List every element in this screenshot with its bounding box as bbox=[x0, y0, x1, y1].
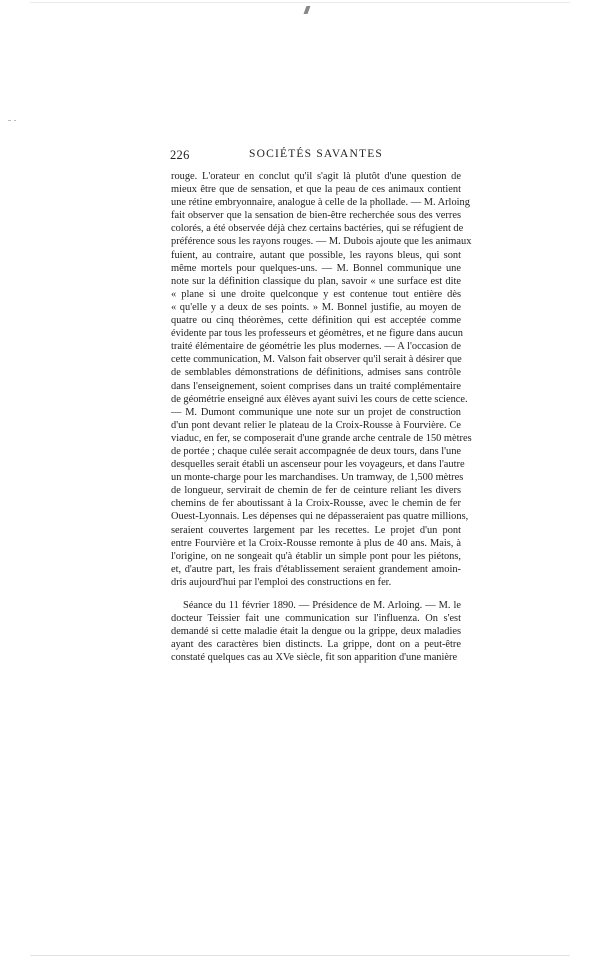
text-line: desquelles serait établi un ascenseur pour les voyageurs, et dans l'autre bbox=[171, 459, 465, 471]
running-title: SOCIÉTÉS SAVANTES bbox=[248, 148, 384, 160]
text-line: entre Fourvière et la Croix-Rousse remonte à plus de 40 ans. Mais, à bbox=[171, 537, 461, 549]
text-line: dans l'enseignement, soient comprises dans un traité complémentaire bbox=[171, 380, 461, 392]
scan-mark-top bbox=[304, 6, 311, 14]
text-line: même mortels pour quelques-uns. — M. Bonnel communique une bbox=[171, 262, 461, 274]
scan-mark-left bbox=[8, 120, 11, 121]
text-line: une rétine embryonnaire, analogue à celle de la phollade. — M. Arloing bbox=[171, 197, 470, 209]
text-line: quatre ou cinq théorèmes, cette définition qui est acceptée comme bbox=[171, 315, 461, 327]
text-line: Séance du 11 février 1890. — Présidence de M. Arloing. — M. le bbox=[183, 600, 461, 611]
text-line: dris aujourd'hui par l'emploi des constructions en fer. bbox=[171, 576, 392, 588]
text-line: fait observer que la sensation de bien-être recherchée sous des verres bbox=[171, 210, 461, 222]
text-line: « qu'elle y a deux de ses points. » M. Bonnel justifie, au moyen de bbox=[171, 301, 461, 313]
text-line: de semblables démonstrations de définitions, admises sans contrôle bbox=[171, 367, 461, 379]
text-line: « plane si une droite quelconque y est contenue tout entière dès bbox=[171, 288, 461, 300]
text-line: viaduc, en fer, se composerait d'une grande arche centrale de 150 mètres bbox=[171, 432, 472, 444]
text-line: et, d'autre part, les frais d'établissement seraient grandement amoin- bbox=[171, 563, 461, 575]
scan-edge-bottom bbox=[30, 955, 570, 956]
text-line: colorés, a été observée déjà chez certains bactéries, qui se réfugient de bbox=[171, 223, 464, 235]
text-line: ayant des caractères bien distincts. La grippe, dont on a peut-être bbox=[171, 639, 461, 651]
text-line: seraient couvertes largement par les recettes. Le projet d'un pont bbox=[171, 524, 461, 536]
text-line: de longueur, servirait de chemin de fer de ceinture reliant les divers bbox=[171, 485, 461, 497]
text-line: un monte-charge pour les marchandises. Un tramway, de 1,500 mètres bbox=[171, 472, 464, 484]
page-number: 226 bbox=[170, 148, 190, 162]
text-line: traité élémentaire de géométrie les plus modernes. — A l'occasion de bbox=[171, 341, 461, 353]
text-line: constaté quelques cas au XVe siècle, fit son apparition d'une manière bbox=[171, 652, 458, 664]
text-line: Ouest-Lyonnais. Les dépenses qui ne dépasseraient pas quatre millions, bbox=[171, 511, 469, 523]
page-body bbox=[171, 170, 472, 664]
text-line: note sur la définition classique du plan, savoir « une surface est dite bbox=[171, 275, 461, 287]
scan-mark-left-2 bbox=[14, 120, 16, 121]
text-line: chemins de fer aboutissant à la Croix-Rousse, avec le chemin de fer bbox=[171, 498, 461, 510]
text-line: de géométrie enseigné aux élèves ayant suivi les cours de cette science. bbox=[171, 393, 468, 405]
text-line: — M. Dumont communique une note sur un projet de construction bbox=[171, 406, 461, 418]
paragraph bbox=[171, 170, 472, 589]
text-line: préférence sous les rayons rouges. — M. Dubois ajoute que les animaux bbox=[171, 236, 472, 248]
text-line: demandé si cette maladie était la dengue ou la grippe, deux maladies bbox=[171, 626, 461, 638]
text-line: rouge. L'orateur en conclut qu'il s'agit là plutôt d'une question de bbox=[171, 171, 461, 182]
text-line: évidente par tous les professeurs et géomètres, et ne figure dans aucun bbox=[171, 328, 463, 340]
text-line: docteur Teissier fait une communication sur l'influenza. On s'est bbox=[171, 613, 461, 625]
page-header bbox=[170, 148, 462, 164]
text-line: cette communication, M. Valson fait observer qu'il serait à désirer que bbox=[171, 354, 462, 366]
paragraph bbox=[171, 599, 461, 664]
text-line: d'un pont devant relier le plateau de la Croix-Rousse à Fourvière. Ce bbox=[171, 419, 461, 431]
scan-edge-top bbox=[30, 2, 570, 3]
text-line: mieux être que de sensation, et que la peau de ces animaux contient bbox=[171, 184, 461, 196]
text-line: de portée ; chaque culée serait accompagnée de deux tours, dans l'une bbox=[171, 445, 461, 457]
text-line: l'origine, on ne songeait qu'à établir un simple pont pour les piétons, bbox=[171, 550, 461, 562]
text-line: fuient, au contraire, autant que possible, les rayons bleus, qui sont bbox=[171, 249, 461, 261]
